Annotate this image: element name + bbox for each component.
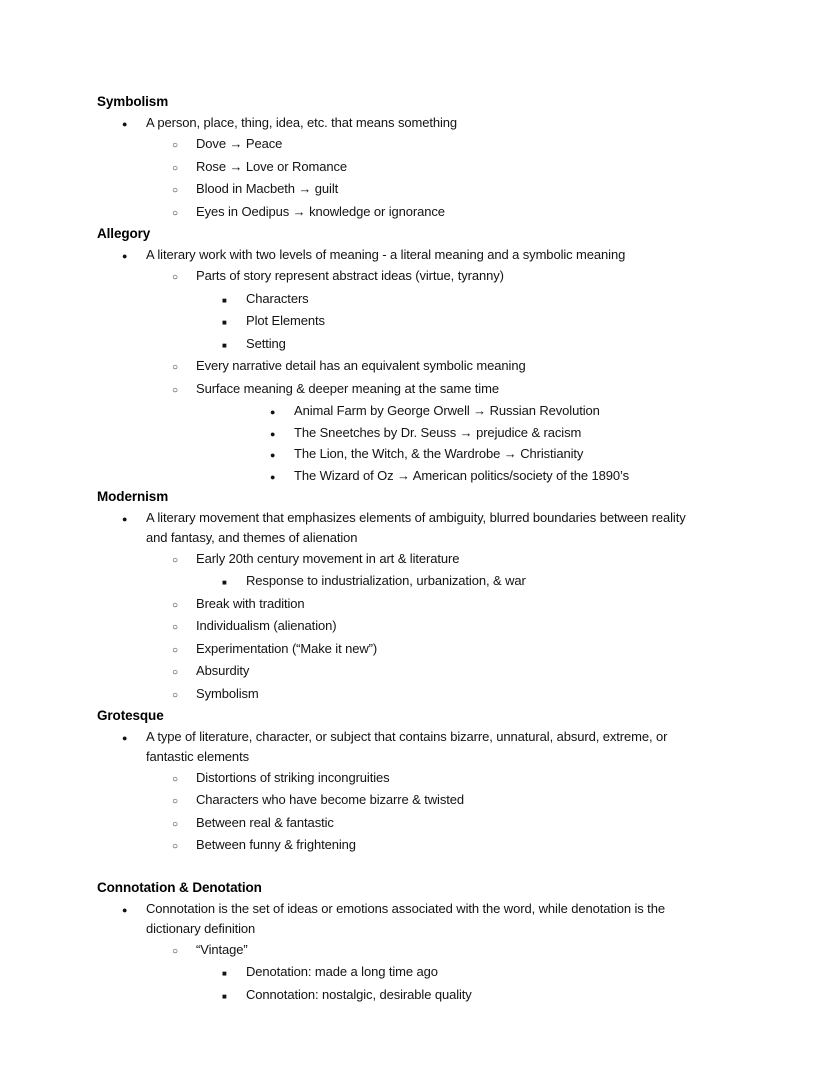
list-item-text: Break with tradition — [196, 595, 305, 611]
list-item — [97, 179, 709, 202]
list-item — [97, 289, 709, 312]
list-item — [97, 639, 709, 662]
list-item — [97, 790, 709, 813]
list-item — [97, 835, 709, 858]
list-item — [97, 661, 709, 684]
list-item — [97, 334, 709, 357]
section-heading: Allegory — [97, 226, 151, 241]
list-item — [97, 813, 709, 836]
square-bullet-icon: ■ — [222, 295, 227, 305]
circle-bullet-icon: ○ — [172, 384, 178, 396]
list-item — [97, 571, 709, 594]
list-item — [97, 266, 709, 289]
disc-bullet-icon: ● — [122, 513, 128, 524]
circle-bullet-icon: ○ — [172, 945, 178, 957]
list-item — [97, 684, 709, 707]
square-bullet-icon: ■ — [222, 969, 227, 978]
disc-bullet-icon: ● — [122, 732, 128, 743]
list-item — [97, 727, 709, 768]
circle-bullet-icon: ○ — [172, 207, 178, 219]
list-item — [97, 985, 709, 1008]
list-item-text: Response to industrialization, urbanization, & war — [246, 573, 526, 588]
disc-bullet-icon: ● — [122, 118, 128, 129]
circle-bullet-icon: ○ — [172, 773, 178, 785]
circle-bullet-icon: ○ — [172, 362, 178, 373]
section-heading: Grotesque — [97, 708, 164, 723]
circle-bullet-icon: ○ — [172, 272, 178, 283]
square-bullet-icon: ■ — [222, 318, 227, 327]
list-item-text: Parts of story represent abstract ideas (virtue, tyranny) — [196, 268, 504, 283]
list-item-text: Between funny & frightening — [196, 837, 356, 852]
list-item — [97, 356, 709, 379]
list-item — [97, 768, 709, 791]
list-item-text: Between real & fantastic — [196, 814, 334, 830]
list-item-text: A type of literature, character, or subject that contains bizarre, unnatural, absurd, extreme, or fantastic elements — [146, 728, 668, 764]
square-bullet-icon: ■ — [222, 578, 227, 587]
list-item-text: The Sneetches by Dr. Seuss → prejudice & racism — [294, 424, 582, 440]
square-bullet-icon: ■ — [222, 340, 227, 350]
list-item-text: A person, place, thing, idea, etc. that means something — [146, 114, 458, 130]
list-item-text: A literary work with two levels of meaning - a literal meaning and a symbolic meaning — [146, 246, 626, 262]
list-item-text: A literary movement that emphasizes elements of ambiguity, blurred boundaries between reality and fantasy, and themes of alienation — [146, 509, 686, 545]
list-item — [97, 444, 709, 466]
list-item-text: “Vintage” — [196, 941, 248, 957]
circle-bullet-icon: ○ — [172, 841, 178, 852]
list-item — [97, 202, 709, 225]
circle-bullet-icon: ○ — [172, 622, 178, 633]
list-item-text: Early 20th century movement in art & literature — [196, 550, 460, 566]
list-item — [97, 401, 709, 423]
disc-bullet-icon: ● — [270, 428, 276, 439]
square-bullet-icon: ■ — [222, 991, 227, 1001]
list-item — [97, 157, 709, 180]
circle-bullet-icon: ○ — [172, 644, 178, 656]
disc-bullet-icon: ● — [122, 250, 128, 261]
list-item-text: Eyes in Oedipus → knowledge or ignorance — [196, 203, 445, 219]
circle-bullet-icon: ○ — [172, 818, 178, 830]
list-item — [97, 245, 709, 267]
list-item-text: The Lion, the Witch, & the Wardrobe → Christianity — [294, 446, 584, 461]
list-item-text: Animal Farm by George Orwell → Russian Revolution — [294, 403, 600, 418]
list-item — [97, 311, 709, 334]
list-item — [97, 379, 709, 402]
list-item-text: Every narrative detail has an equivalent symbolic meaning — [196, 358, 526, 373]
circle-bullet-icon: ○ — [172, 162, 178, 174]
list-item — [97, 134, 709, 157]
list-item — [97, 423, 709, 445]
list-item-text: Blood in Macbeth → guilt — [196, 181, 339, 196]
document-content — [97, 92, 709, 1007]
list-item — [97, 899, 709, 940]
list-item — [97, 594, 709, 617]
list-item-text: Symbolism — [196, 685, 259, 701]
list-item-text: Distortions of striking incongruities — [196, 769, 390, 785]
list-item-text: The Wizard of Oz → American politics/society of the 1890’s — [294, 467, 629, 483]
list-item — [97, 113, 709, 135]
circle-bullet-icon: ○ — [172, 140, 178, 151]
circle-bullet-icon: ○ — [172, 667, 178, 678]
circle-bullet-icon: ○ — [172, 689, 178, 701]
circle-bullet-icon: ○ — [172, 599, 178, 611]
disc-bullet-icon: ● — [270, 450, 276, 460]
circle-bullet-icon: ○ — [172, 185, 178, 196]
list-item-text: Surface meaning & deeper meaning at the same time — [196, 380, 499, 396]
disc-bullet-icon: ● — [122, 904, 128, 915]
circle-bullet-icon: ○ — [172, 554, 178, 566]
list-item — [97, 466, 709, 488]
list-item — [97, 940, 709, 963]
list-item — [97, 962, 709, 985]
list-item-text: Plot Elements — [246, 313, 325, 328]
list-item-text: Rose → Love or Romance — [196, 158, 347, 174]
section-heading: Modernism — [97, 489, 169, 504]
list-item-text: Connotation: nostalgic, desirable quality — [246, 986, 472, 1002]
list-item-text: Denotation: made a long time ago — [246, 964, 438, 979]
list-item-text: Individualism (alienation) — [196, 618, 337, 633]
list-item-text: Characters — [246, 290, 309, 306]
list-item-text: Setting — [246, 335, 286, 351]
circle-bullet-icon: ○ — [172, 796, 178, 807]
list-item-text: Characters who have become bizarre & twisted — [196, 792, 465, 807]
section-heading: Symbolism — [97, 94, 169, 109]
list-item-text: Dove → Peace — [196, 136, 283, 151]
section-heading: Connotation & Denotation — [97, 880, 262, 895]
list-item-text: Absurdity — [196, 663, 250, 678]
disc-bullet-icon: ● — [270, 407, 276, 417]
list-item — [97, 549, 709, 572]
list-item — [97, 508, 709, 549]
disc-bullet-icon: ● — [270, 471, 276, 482]
list-item-text: Experimentation (“Make it new”) — [196, 640, 378, 656]
list-item-text: Connotation is the set of ideas or emotions associated with the word, while denotation is the dictionary definition — [146, 900, 665, 936]
list-item — [97, 616, 709, 639]
